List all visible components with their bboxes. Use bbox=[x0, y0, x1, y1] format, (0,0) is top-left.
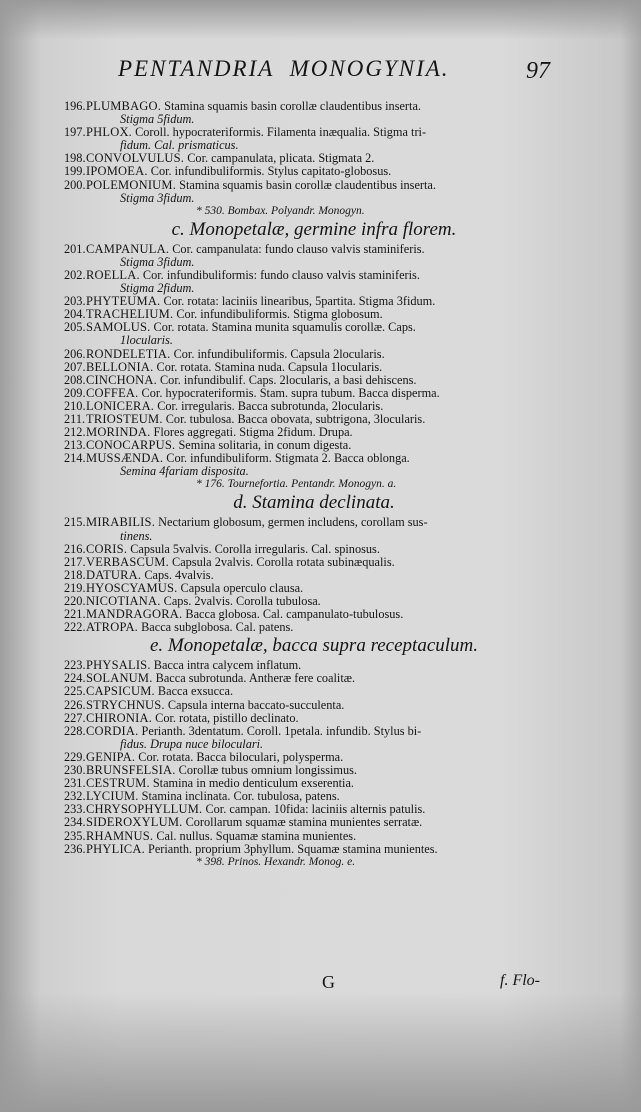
genus-name: CINCHONA. bbox=[86, 372, 157, 387]
genus-entry bbox=[66, 126, 562, 152]
genus-entry bbox=[66, 243, 562, 269]
genus-name: GENIPA. bbox=[86, 749, 136, 764]
genus-name: VERBASCUM. bbox=[86, 554, 169, 569]
genus-description: Bacca subglobosa. Cal. patens. bbox=[141, 620, 294, 635]
description-continuation: Stigma 5fidum. bbox=[120, 112, 195, 127]
genus-name: SAMOLUS. bbox=[86, 320, 151, 335]
genus-description: Stamina in medio denticulum exserentia. bbox=[152, 776, 354, 791]
genus-name: MIRABILIS. bbox=[86, 515, 156, 530]
description-continuation: Stigma 3fidum. bbox=[120, 190, 195, 205]
genus-name: CESTRUM. bbox=[86, 776, 150, 791]
description-continuation: fidus. Drupa nuce biloculari. bbox=[120, 736, 264, 751]
entry-number: 216. bbox=[64, 541, 86, 556]
genus-description: Nectarium globosum, germen includens, corollam sus- bbox=[158, 515, 428, 530]
description-continuation: Semina 4fariam disposita. bbox=[120, 464, 249, 479]
entry-number: 204. bbox=[64, 307, 86, 322]
genus-description: Cor. rotata. Stamina munita squamulis corollæ. Caps. bbox=[153, 320, 416, 335]
genus-description: Capsula operculo clausa. bbox=[180, 580, 304, 595]
genus-description: Cor. tubulosa. Bacca obovata, subtrigona, 3locularis. bbox=[165, 411, 426, 426]
genus-name: CONVOLVULUS. bbox=[86, 151, 185, 166]
section-heading: e. Monopetalæ, bacca supra receptaculum. bbox=[149, 635, 479, 657]
genus-name: LONICERA. bbox=[86, 398, 155, 413]
entry-number: 222. bbox=[64, 620, 86, 635]
genus-name: HYOSCYAMUS. bbox=[86, 580, 178, 595]
description-continuation: 1locularis. bbox=[120, 333, 173, 348]
entry-number: 208. bbox=[64, 372, 86, 387]
genus-list bbox=[66, 100, 562, 869]
genus-name: COFFEA. bbox=[86, 385, 139, 400]
genus-name: BELLONIA. bbox=[86, 359, 154, 374]
genus-description: Cor. infundibuliformis. Stigma globosum. bbox=[176, 307, 383, 322]
genus-description: Semina solitaria, in conum digesta. bbox=[178, 438, 352, 453]
entry-number: 227. bbox=[64, 710, 86, 725]
entry-number: 200. bbox=[64, 177, 86, 192]
genus-description: Cor. infundibuliform. Stigmata 2. Bacca oblonga. bbox=[166, 451, 410, 466]
genus-name: TRIOSTEUM. bbox=[86, 411, 163, 426]
genus-name: CAMPANULA. bbox=[86, 241, 170, 256]
description-continuation: Stigma 3fidum. bbox=[120, 254, 195, 269]
genus-name: BRUNSFELSIA. bbox=[86, 763, 176, 778]
genus-name: TRACHELIUM. bbox=[86, 307, 174, 322]
genus-description: Stamina squamis basin corollæ claudentibus inserta. bbox=[179, 177, 436, 192]
genus-description: Cor. infundibuliformis. Capsula 2locularis. bbox=[173, 346, 385, 361]
genus-name: CONOCARPUS. bbox=[86, 438, 176, 453]
genus-description: Capsula interna baccato-succulenta. bbox=[167, 697, 345, 712]
entry-number: 205. bbox=[64, 320, 86, 335]
genus-description: Cor. campanulata: fundo clauso valvis staminiferis. bbox=[172, 241, 425, 256]
genus-entry bbox=[66, 725, 562, 751]
genus-name: MANDRAGORA. bbox=[86, 607, 183, 622]
entry-number: 197. bbox=[64, 125, 86, 140]
running-head: PENTANDRIA MONOGYNIA. bbox=[118, 56, 450, 81]
entry-number: 209. bbox=[64, 385, 86, 400]
genus-name: DATURA. bbox=[86, 567, 142, 582]
entry-number: 234. bbox=[64, 815, 86, 830]
genus-name: PHYSALIS. bbox=[86, 658, 151, 673]
entry-number: 215. bbox=[64, 515, 86, 530]
entry-number: 224. bbox=[64, 671, 86, 686]
entry-number: 230. bbox=[64, 763, 86, 778]
genus-description: Cor. campanulata, plicata. Stigmata 2. bbox=[187, 151, 375, 166]
genus-name: PHYTEUMA. bbox=[86, 294, 161, 309]
entry-number: 199. bbox=[64, 164, 86, 179]
entry-number: 229. bbox=[64, 749, 86, 764]
entry-number: 233. bbox=[64, 802, 86, 817]
entry-number: 196. bbox=[64, 99, 86, 113]
entry-number: 218. bbox=[64, 567, 86, 582]
entry-number: 206. bbox=[64, 346, 86, 361]
signature-mark: G bbox=[322, 972, 335, 992]
genus-description: Cor. infundibulif. Caps. 2locularis, a basi dehiscens. bbox=[159, 372, 417, 387]
genus-name: CAPSICUM. bbox=[86, 684, 155, 699]
genus-name: CORDIA. bbox=[86, 723, 139, 738]
genus-description: Cor. irregularis. Bacca subrotunda, 2locularis. bbox=[157, 398, 384, 413]
page-shadow-bottom bbox=[0, 992, 641, 1112]
genus-description: Perianth. 3dentatum. Coroll. 1petala. infundib. Stylus bi- bbox=[141, 723, 422, 738]
genus-description: Cor. rotata. Bacca biloculari, polysperma. bbox=[138, 749, 344, 764]
genus-entry bbox=[66, 452, 562, 478]
entry-number: 225. bbox=[64, 684, 86, 699]
genus-description: Cor. hypocrateriformis. Stam. supra tubum. Bacca disperma. bbox=[141, 385, 440, 400]
genus-name: STRYCHNUS. bbox=[86, 697, 165, 712]
cross-reference-note: * 176. Tournefortia. Pentandr. Monogyn. a. bbox=[196, 478, 397, 491]
genus-name: RHAMNUS. bbox=[86, 828, 154, 843]
genus-description: Corollarum squamæ stamina munientes serratæ. bbox=[185, 815, 423, 830]
genus-name: SOLANUM. bbox=[86, 671, 153, 686]
section-heading: d. Stamina declinata. bbox=[233, 492, 395, 514]
entry-number: 207. bbox=[64, 359, 86, 374]
genus-description: Cor. infundibuliformis. Stylus capitato-globosus. bbox=[150, 164, 392, 179]
genus-name: CHRYSOPHYLLUM. bbox=[86, 802, 203, 817]
entry-number: 223. bbox=[64, 658, 86, 673]
genus-entry bbox=[66, 621, 562, 634]
genus-description: Flores aggregati. Stigma 2fidum. Drupa. bbox=[153, 425, 353, 440]
description-continuation: Stigma 2fidum. bbox=[120, 281, 195, 296]
genus-name: ATROPA. bbox=[86, 620, 138, 635]
genus-description: Bacca exsucca. bbox=[157, 684, 234, 699]
entry-number: 226. bbox=[64, 697, 86, 712]
entry-number: 228. bbox=[64, 723, 86, 738]
page-number: 97 bbox=[526, 58, 550, 84]
genus-description: Cor. rotata. Stamina nuda. Capsula 1locularis. bbox=[156, 359, 383, 374]
genus-description: Capsula 5valvis. Corolla irregularis. Cal. spinosus. bbox=[130, 541, 380, 556]
entry-number: 220. bbox=[64, 594, 86, 608]
genus-name: MORINDA. bbox=[86, 425, 151, 440]
genus-name: LYCIUM. bbox=[86, 789, 139, 804]
genus-name: IPOMOEA. bbox=[86, 164, 148, 179]
genus-description: Stamina squamis basin corollæ claudentibus inserta. bbox=[164, 99, 421, 113]
entry-number: 235. bbox=[64, 828, 86, 843]
genus-entry bbox=[66, 843, 562, 856]
entry-number: 214. bbox=[64, 451, 86, 466]
genus-name: PHLOX. bbox=[86, 125, 132, 140]
genus-name: SIDEROXYLUM. bbox=[86, 815, 183, 830]
entry-number: 211. bbox=[64, 411, 86, 426]
cross-reference-note: * 398. Prinos. Hexandr. Monog. e. bbox=[196, 855, 356, 868]
genus-description: Cor. rotata, pistillo declinato. bbox=[155, 710, 299, 725]
entry-number: 231. bbox=[64, 776, 86, 791]
entry-number: 210. bbox=[64, 398, 86, 413]
genus-description: Caps. 4valvis. bbox=[144, 567, 214, 582]
genus-description: Cor. campan. 10fida: laciniis alternis patulis. bbox=[205, 802, 426, 817]
genus-name: POLEMONIUM. bbox=[86, 177, 177, 192]
genus-description: Cal. nullus. Squamæ stamina munientes. bbox=[156, 828, 357, 843]
genus-description: Corollæ tubus omnium longissimus. bbox=[178, 763, 357, 778]
entry-number: 198. bbox=[64, 151, 86, 166]
catchword: f. Flo- bbox=[500, 972, 540, 989]
genus-description: Bacca globosa. Cal. campanulato-tubulosus. bbox=[185, 607, 404, 622]
entry-number: 213. bbox=[64, 438, 86, 453]
genus-description: Perianth. proprium 3phyllum. Squamæ stamina munientes. bbox=[147, 841, 438, 856]
genus-description: Coroll. hypocrateriformis. Filamenta inæqualia. Stigma tri- bbox=[135, 125, 427, 140]
genus-description: Bacca intra calycem inflatum. bbox=[153, 658, 302, 673]
cross-reference-note: * 530. Bombax. Polyandr. Monogyn. bbox=[196, 204, 365, 217]
genus-description: Bacca subrotunda. Antheræ fere coalitæ. bbox=[155, 671, 356, 686]
section-heading: c. Monopetalæ, germine infra florem. bbox=[171, 218, 457, 240]
genus-name: MUSSÆNDA. bbox=[86, 451, 164, 466]
entry-number: 202. bbox=[64, 267, 86, 282]
genus-description: Capsula 2valvis. Corolla rotata subinæqualis. bbox=[172, 554, 395, 569]
genus-description: Cor. rotata: laciniis linearibus, 5partita. Stigma 3fidum. bbox=[163, 294, 436, 309]
description-continuation: fidum. Cal. prismaticus. bbox=[120, 138, 239, 153]
page-shadow-top bbox=[0, 0, 641, 40]
entry-number: 201. bbox=[64, 241, 86, 256]
genus-entry bbox=[66, 516, 562, 542]
entry-number: 212. bbox=[64, 425, 86, 440]
genus-description: Cor. infundibuliformis: fundo clauso valvis staminiferis. bbox=[142, 267, 420, 282]
genus-name: NICOTIANA. bbox=[86, 594, 161, 608]
genus-entry bbox=[66, 269, 562, 295]
entry-number: 217. bbox=[64, 554, 86, 569]
genus-description: Stamina inclinata. Cor. tubulosa, patens. bbox=[141, 789, 340, 804]
entry-number: 203. bbox=[64, 294, 86, 309]
genus-description: Caps. 2valvis. Corolla tubulosa. bbox=[163, 594, 321, 608]
genus-name: CHIRONIA. bbox=[86, 710, 153, 725]
genus-name: ROELLA. bbox=[86, 267, 140, 282]
genus-name: CORIS. bbox=[86, 541, 128, 556]
description-continuation: tinens. bbox=[120, 528, 153, 543]
genus-entry bbox=[66, 179, 562, 205]
entry-number: 232. bbox=[64, 789, 86, 804]
entry-number: 221. bbox=[64, 607, 86, 622]
entry-number: 236. bbox=[64, 841, 86, 856]
genus-entry bbox=[66, 321, 562, 347]
genus-name: RONDELETIA. bbox=[86, 346, 171, 361]
genus-entry bbox=[66, 100, 562, 126]
genus-name: PLUMBAGO. bbox=[86, 99, 162, 113]
entry-number: 219. bbox=[64, 580, 86, 595]
genus-name: PHYLICA. bbox=[86, 841, 145, 856]
